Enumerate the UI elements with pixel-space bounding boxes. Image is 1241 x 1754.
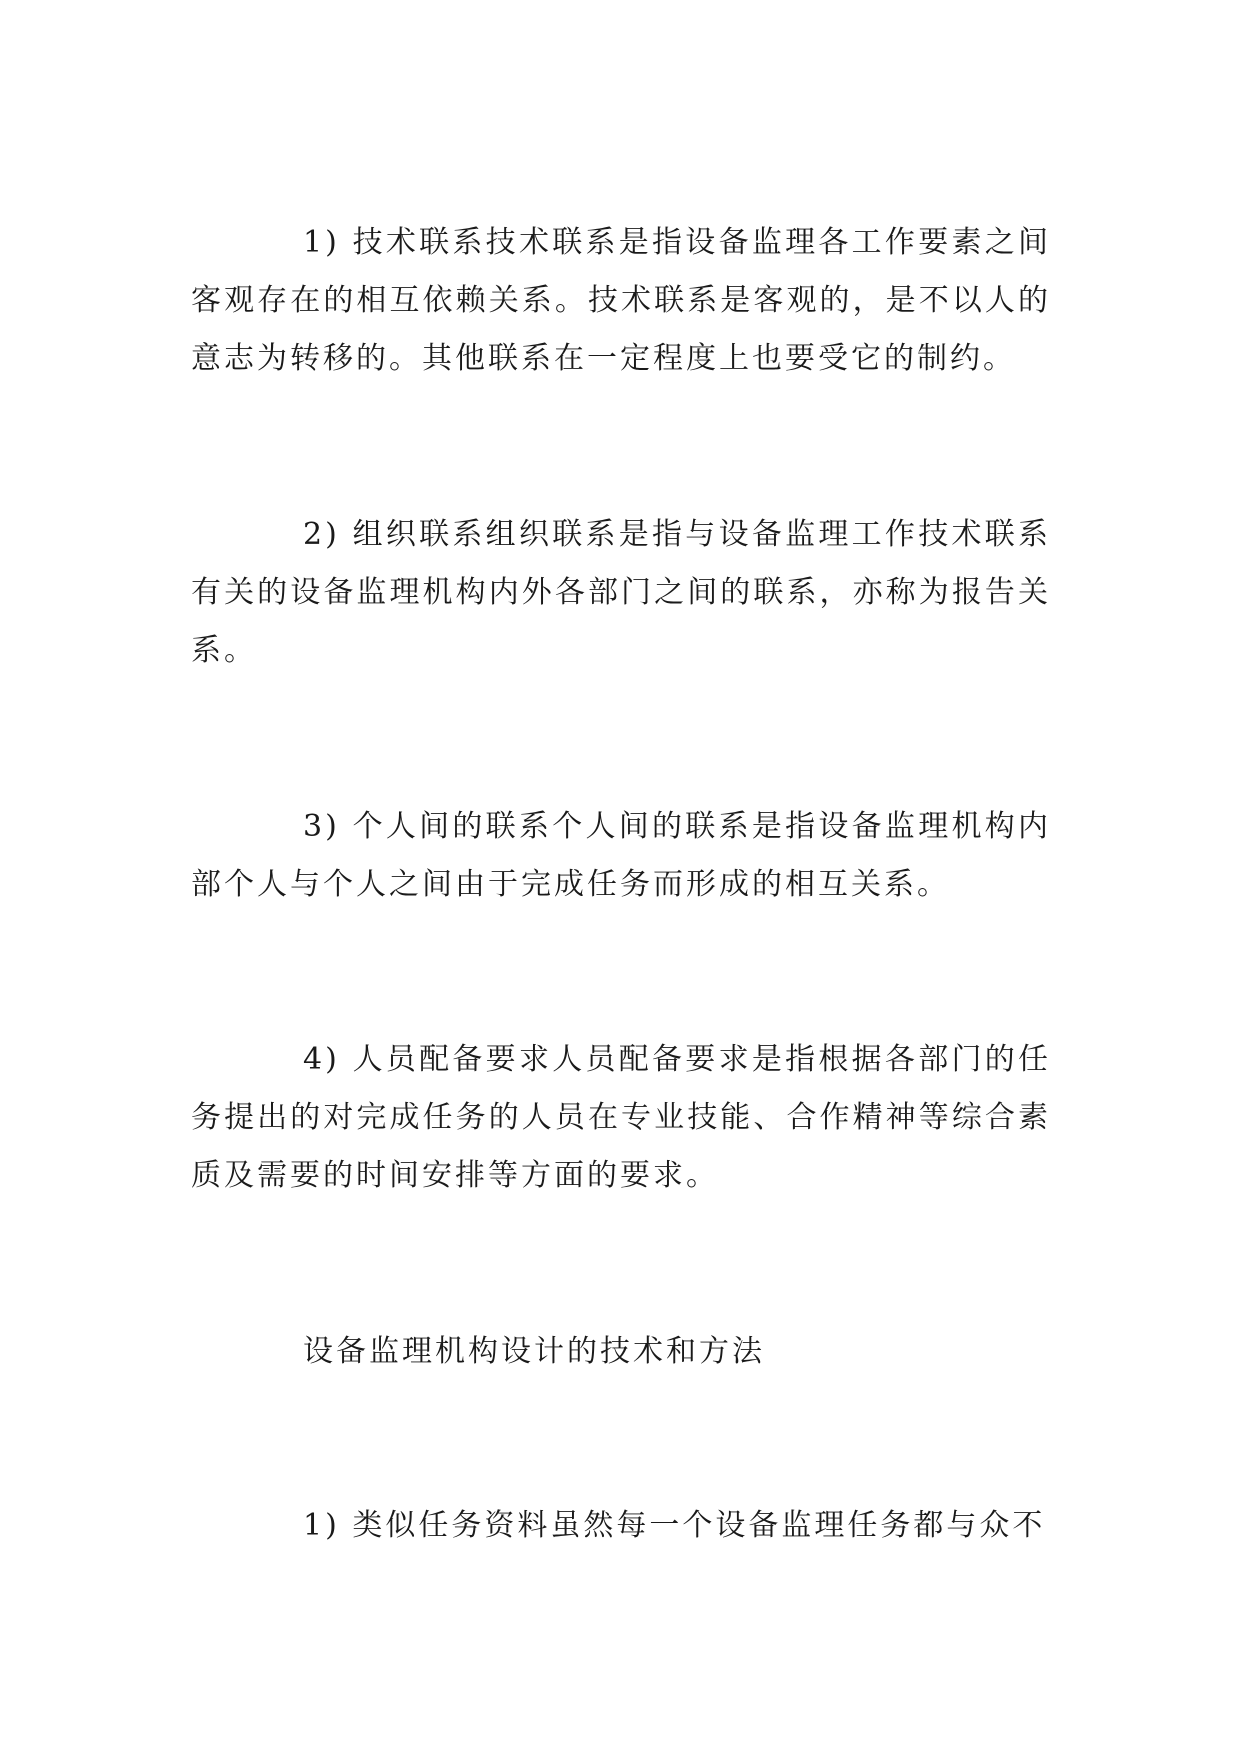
- paragraph-technical-relation: 1) 技术联系技术联系是指设备监理各工作要素之间客观存在的相互依赖关系。技术联系是客观的，是不以人的意志为转移的。其他联系在一定程度上也要受它的制约。: [191, 225, 1051, 376]
- section-heading: 设备监理机构设计的技术和方法: [303, 1334, 765, 1369]
- paragraph-staffing-requirements: 4) 人员配备要求人员配备要求是指根据各部门的任务提出的对完成任务的人员在专业技能、合作精神等综合素质及需要的时间安排等方面的要求。: [191, 1042, 1051, 1193]
- paragraph-similar-task-data: 1) 类似任务资料虽然每一个设备监理任务都与众不: [303, 1508, 1046, 1543]
- paragraph-organizational-relation: 2) 组织联系组织联系是指与设备监理工作技术联系有关的设备监理机构内外各部门之间的联系，亦称为报告关系。: [191, 517, 1051, 668]
- paragraph-interpersonal-relation: 3) 个人间的联系个人间的联系是指设备监理机构内部个人与个人之间由于完成任务而形成的相互关系。: [191, 809, 1051, 902]
